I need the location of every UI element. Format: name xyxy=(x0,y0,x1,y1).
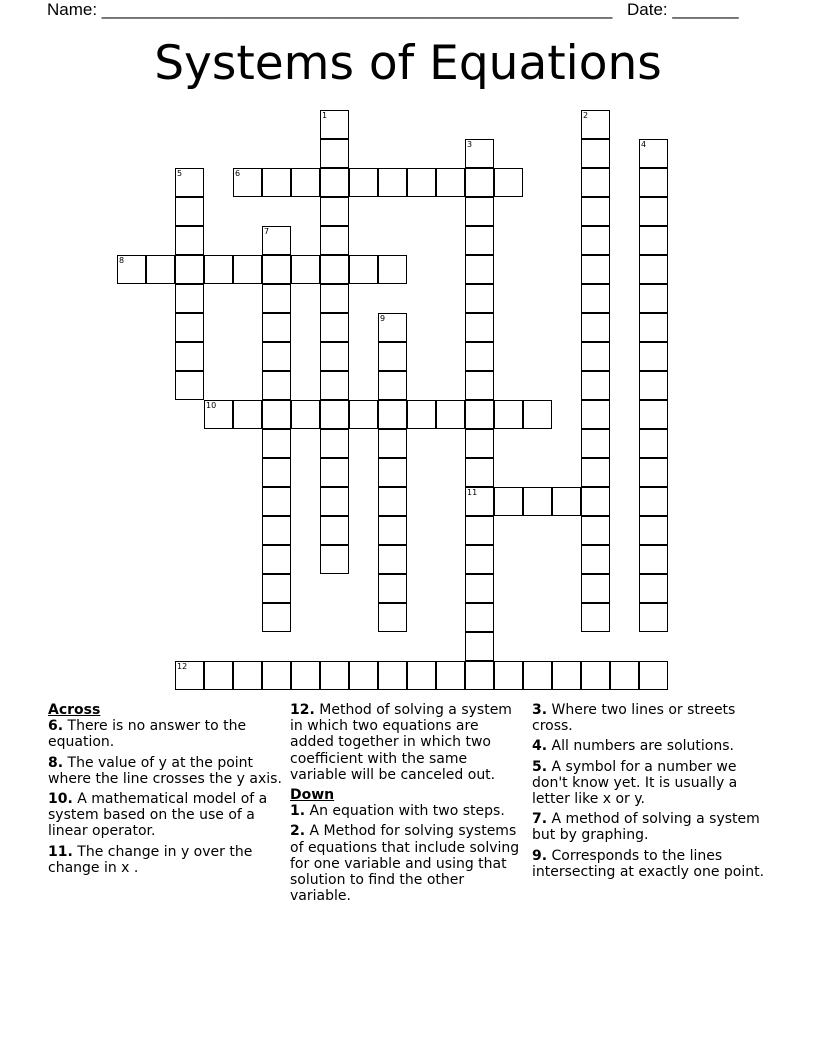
clues-column-1 xyxy=(48,702,283,880)
crossword-cell[interactable] xyxy=(320,139,349,168)
crossword-cell[interactable] xyxy=(320,487,349,516)
clue-number: 4. xyxy=(532,738,548,755)
crossword-cell[interactable] xyxy=(465,603,494,632)
crossword-cell[interactable] xyxy=(436,168,465,197)
crossword-cell[interactable] xyxy=(204,255,233,284)
crossword-cell[interactable] xyxy=(581,429,610,458)
crossword-cell[interactable] xyxy=(378,487,407,516)
crossword-cell[interactable] xyxy=(465,255,494,284)
clues-column-3 xyxy=(532,702,767,884)
crossword-cell[interactable] xyxy=(349,400,378,429)
crossword-cell[interactable] xyxy=(581,110,610,139)
crossword-cell[interactable] xyxy=(117,255,146,284)
crossword-cell[interactable] xyxy=(523,661,552,690)
crossword-cell[interactable] xyxy=(581,603,610,632)
crossword-cell[interactable] xyxy=(639,226,668,255)
crossword-cell[interactable] xyxy=(581,255,610,284)
crossword-cell[interactable] xyxy=(349,168,378,197)
clue-number: 1. xyxy=(290,803,306,820)
crossword-cell[interactable] xyxy=(320,516,349,545)
crossword-cell[interactable] xyxy=(639,342,668,371)
crossword-cell[interactable] xyxy=(378,168,407,197)
crossword-cell[interactable] xyxy=(639,255,668,284)
crossword-cell[interactable] xyxy=(639,574,668,603)
clue-down-9 xyxy=(532,848,767,880)
clue-down-7 xyxy=(532,811,767,843)
crossword-cell[interactable] xyxy=(175,661,204,690)
crossword-cell[interactable] xyxy=(581,458,610,487)
clue-text: All numbers are solutions. xyxy=(551,738,734,755)
clue-text: A mathematical model of a system based on the use of a linear operator. xyxy=(48,791,268,840)
crossword-cell[interactable] xyxy=(494,487,523,516)
crossword-cell[interactable] xyxy=(581,400,610,429)
clue-across-8 xyxy=(48,755,283,787)
crossword-cell[interactable] xyxy=(233,661,262,690)
crossword-cell[interactable] xyxy=(175,168,204,197)
crossword-cell[interactable] xyxy=(262,226,291,255)
crossword-cell[interactable] xyxy=(552,487,581,516)
clue-number: 3. xyxy=(532,702,548,718)
crossword-cell[interactable] xyxy=(581,226,610,255)
crossword-cell[interactable] xyxy=(639,168,668,197)
crossword-cell[interactable] xyxy=(639,139,668,168)
cell-number: 12 xyxy=(177,662,188,671)
crossword-cell[interactable] xyxy=(291,400,320,429)
cell-number: 4 xyxy=(641,140,647,149)
crossword-cell[interactable] xyxy=(436,661,465,690)
crossword-cell[interactable] xyxy=(262,371,291,400)
crossword-cell[interactable] xyxy=(639,661,668,690)
crossword-cell[interactable] xyxy=(639,371,668,400)
clue-text: The change in y over the change in x . xyxy=(48,843,253,876)
date-field-label: Date: _______ xyxy=(627,0,739,19)
crossword-cell[interactable] xyxy=(465,313,494,342)
crossword-cell[interactable] xyxy=(320,400,349,429)
crossword-cell[interactable] xyxy=(204,400,233,429)
down-heading: Down xyxy=(290,787,335,804)
crossword-cell[interactable] xyxy=(378,661,407,690)
crossword-cell[interactable] xyxy=(378,545,407,574)
clue-text: The value of y at the point where the line crosses the y axis. xyxy=(48,754,282,787)
cell-number: 10 xyxy=(206,401,217,410)
clue-text: There is no answer to the equation. xyxy=(48,718,247,751)
crossword-cell[interactable] xyxy=(262,284,291,313)
crossword-cell[interactable] xyxy=(262,400,291,429)
crossword-cell[interactable] xyxy=(262,342,291,371)
clue-across-11 xyxy=(48,844,283,876)
crossword-cell[interactable] xyxy=(175,313,204,342)
crossword-cell[interactable] xyxy=(639,603,668,632)
crossword-cell[interactable] xyxy=(639,487,668,516)
cell-number: 2 xyxy=(583,111,589,120)
cell-number: 6 xyxy=(235,169,241,178)
crossword-cell[interactable] xyxy=(320,342,349,371)
clue-text: Method of solving a system in which two equations are added together in which two coefficient with the same variable will be canceled out. xyxy=(290,702,512,783)
clue-down-1 xyxy=(290,803,525,819)
crossword-cell[interactable] xyxy=(262,574,291,603)
crossword-cell[interactable] xyxy=(320,168,349,197)
crossword-cell[interactable] xyxy=(349,255,378,284)
crossword-cell[interactable] xyxy=(320,661,349,690)
clue-down-4 xyxy=(532,738,767,754)
crossword-cell[interactable] xyxy=(494,400,523,429)
crossword-cell[interactable] xyxy=(175,197,204,226)
cell-number: 3 xyxy=(467,140,473,149)
crossword-cell[interactable] xyxy=(175,342,204,371)
crossword-cell[interactable] xyxy=(320,226,349,255)
clue-across-6 xyxy=(48,718,283,750)
crossword-cell[interactable] xyxy=(581,661,610,690)
crossword-cell[interactable] xyxy=(581,313,610,342)
crossword-cell[interactable] xyxy=(262,516,291,545)
crossword-cell[interactable] xyxy=(320,429,349,458)
crossword-cell[interactable] xyxy=(146,255,175,284)
crossword-cell[interactable] xyxy=(581,342,610,371)
crossword-cell[interactable] xyxy=(639,313,668,342)
crossword-cell[interactable] xyxy=(262,429,291,458)
crossword-cell[interactable] xyxy=(291,168,320,197)
clue-number: 2. xyxy=(290,823,306,840)
crossword-cell[interactable] xyxy=(639,429,668,458)
crossword-cell[interactable] xyxy=(639,516,668,545)
cell-number: 1 xyxy=(322,111,328,120)
crossword-cell[interactable] xyxy=(639,284,668,313)
crossword-cell[interactable] xyxy=(175,226,204,255)
crossword-cell[interactable] xyxy=(552,661,581,690)
crossword-cell[interactable] xyxy=(465,139,494,168)
cell-number: 7 xyxy=(264,227,270,236)
crossword-cell[interactable] xyxy=(465,574,494,603)
crossword-cell[interactable] xyxy=(436,400,465,429)
clue-down-3 xyxy=(532,702,767,734)
crossword-cell[interactable] xyxy=(639,458,668,487)
crossword-cell[interactable] xyxy=(175,284,204,313)
crossword-cell[interactable] xyxy=(378,574,407,603)
crossword-cell[interactable] xyxy=(378,516,407,545)
clue-text: Where two lines or streets cross. xyxy=(532,702,736,735)
clue-down-2 xyxy=(290,823,525,904)
clue-text: An equation with two steps. xyxy=(309,803,505,820)
clue-number: 12. xyxy=(290,702,315,718)
clues-column-2 xyxy=(290,702,525,908)
crossword-cell[interactable] xyxy=(378,313,407,342)
crossword-cell[interactable] xyxy=(233,255,262,284)
clue-text: Corresponds to the lines intersecting at exactly one point. xyxy=(532,847,765,880)
clue-text: A symbol for a number we don't know yet. It is usually a letter like x or y. xyxy=(532,758,738,808)
crossword-cell[interactable] xyxy=(204,661,233,690)
crossword-cell[interactable] xyxy=(465,661,494,690)
crossword-cell[interactable] xyxy=(581,516,610,545)
clue-number: 9. xyxy=(532,847,548,864)
crossword-cell[interactable] xyxy=(465,458,494,487)
crossword-cell[interactable] xyxy=(581,197,610,226)
cell-number: 9 xyxy=(380,314,386,323)
crossword-cell[interactable] xyxy=(639,400,668,429)
crossword-cell[interactable] xyxy=(262,487,291,516)
crossword-cell[interactable] xyxy=(610,661,639,690)
crossword-cell[interactable] xyxy=(378,603,407,632)
crossword-cell[interactable] xyxy=(465,197,494,226)
crossword-cell[interactable] xyxy=(465,371,494,400)
crossword-cell[interactable] xyxy=(320,197,349,226)
clue-number: 5. xyxy=(532,758,548,775)
crossword-cell[interactable] xyxy=(291,661,320,690)
clue-down-5 xyxy=(532,759,767,808)
crossword-cell[interactable] xyxy=(465,168,494,197)
crossword-cell[interactable] xyxy=(262,545,291,574)
crossword-cell[interactable] xyxy=(233,168,262,197)
crossword-cell[interactable] xyxy=(494,168,523,197)
across-heading: Across xyxy=(48,702,101,718)
crossword-cell[interactable] xyxy=(378,255,407,284)
crossword-cell[interactable] xyxy=(378,458,407,487)
crossword-cell[interactable] xyxy=(465,632,494,661)
crossword-cell[interactable] xyxy=(320,284,349,313)
crossword-cell[interactable] xyxy=(320,313,349,342)
page-title: Systems of Equations xyxy=(154,36,662,91)
clue-text: A Method for solving systems of equations that include solving for one variable and using that solution to find the other variable. xyxy=(290,823,520,905)
clue-text: A method of solving a system but by graphing. xyxy=(532,811,760,844)
crossword-cell[interactable] xyxy=(465,400,494,429)
crossword-cell[interactable] xyxy=(465,487,494,516)
crossword-cell[interactable] xyxy=(262,255,291,284)
crossword-cell[interactable] xyxy=(465,284,494,313)
cell-number: 5 xyxy=(177,169,183,178)
clue-number: 8. xyxy=(48,754,64,771)
crossword-cell[interactable] xyxy=(465,429,494,458)
crossword-cell[interactable] xyxy=(407,661,436,690)
crossword-cell[interactable] xyxy=(320,458,349,487)
clue-number: 6. xyxy=(48,718,64,735)
crossword-cell[interactable] xyxy=(378,371,407,400)
crossword-cell[interactable] xyxy=(581,574,610,603)
crossword-cell[interactable] xyxy=(494,661,523,690)
crossword-cell[interactable] xyxy=(262,661,291,690)
crossword-cell[interactable] xyxy=(465,226,494,255)
crossword-cell[interactable] xyxy=(378,342,407,371)
crossword-cell[interactable] xyxy=(465,342,494,371)
crossword-cell[interactable] xyxy=(262,168,291,197)
crossword-cell[interactable] xyxy=(465,545,494,574)
clue-number: 10. xyxy=(48,791,73,808)
name-field-label: Name: ______________________________________________________ xyxy=(47,0,613,19)
crossword-cell[interactable] xyxy=(523,487,552,516)
crossword-cell[interactable] xyxy=(639,197,668,226)
cell-number: 11 xyxy=(467,488,478,497)
crossword-cell[interactable] xyxy=(320,110,349,139)
crossword-cell[interactable] xyxy=(581,371,610,400)
crossword-cell[interactable] xyxy=(291,255,320,284)
crossword-cell[interactable] xyxy=(407,168,436,197)
crossword-cell[interactable] xyxy=(581,139,610,168)
crossword-cell[interactable] xyxy=(175,255,204,284)
crossword-cell[interactable] xyxy=(320,371,349,400)
crossword-cell[interactable] xyxy=(262,603,291,632)
crossword-cell[interactable] xyxy=(378,400,407,429)
crossword-cell[interactable] xyxy=(581,487,610,516)
crossword-cell[interactable] xyxy=(262,458,291,487)
cell-number: 8 xyxy=(119,256,125,265)
clue-across-10 xyxy=(48,791,283,840)
crossword-cell[interactable] xyxy=(407,400,436,429)
crossword-cell[interactable] xyxy=(320,545,349,574)
crossword-cell[interactable] xyxy=(465,516,494,545)
crossword-cell[interactable] xyxy=(581,545,610,574)
crossword-cell[interactable] xyxy=(639,545,668,574)
clue-number: 11. xyxy=(48,843,73,860)
crossword-cell[interactable] xyxy=(523,400,552,429)
clue-across-12 xyxy=(290,702,525,783)
crossword-cell[interactable] xyxy=(581,284,610,313)
crossword-cell[interactable] xyxy=(320,255,349,284)
crossword-cell[interactable] xyxy=(262,313,291,342)
crossword-cell[interactable] xyxy=(175,371,204,400)
clue-number: 7. xyxy=(532,811,548,828)
crossword-cell[interactable] xyxy=(349,661,378,690)
crossword-cell[interactable] xyxy=(233,400,262,429)
crossword-cell[interactable] xyxy=(378,429,407,458)
crossword-cell[interactable] xyxy=(581,168,610,197)
